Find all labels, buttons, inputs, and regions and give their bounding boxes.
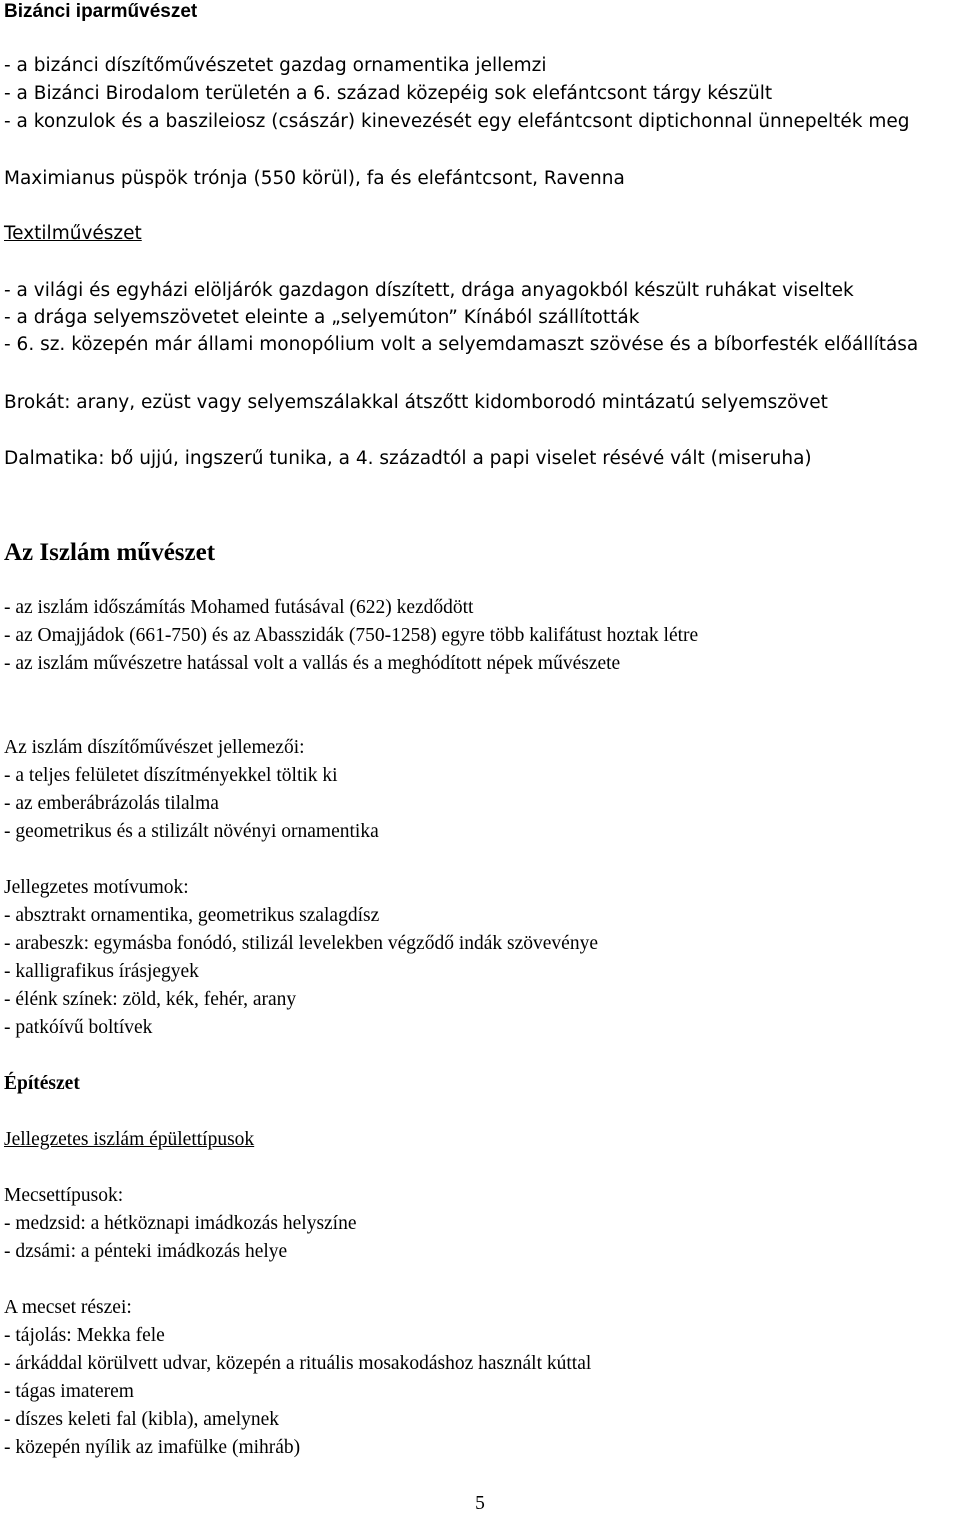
textile-title: Textilművészet bbox=[4, 223, 142, 244]
decor-line: - geometrikus és a stilizált növényi ornamentika bbox=[4, 821, 379, 842]
byzantine-line: - a bizánci díszítőművészetet gazdag ornamentika jellemzi bbox=[4, 55, 547, 76]
brokat-definition: Brokát: arany, ezüst vagy selyemszálakkal átszőtt kidomborodó mintázatú selyemszövet bbox=[4, 392, 828, 413]
mosque-type-item: - medzsid: a hétköznapi imádkozás helyszíne bbox=[4, 1213, 357, 1234]
decor-line: - az emberábrázolás tilalma bbox=[4, 793, 219, 814]
mosque-part-item: - tájolás: Mekka fele bbox=[4, 1325, 165, 1346]
mosque-part-item: - díszes keleti fal (kibla), amelynek bbox=[4, 1409, 280, 1430]
motif-line: - patkóívű boltívek bbox=[4, 1017, 153, 1038]
islam-line: - az iszlám művészetre hatással volt a vallás és a meghódított népek művészete bbox=[4, 653, 621, 674]
decor-line: - a teljes felületet díszítményekkel töltik ki bbox=[4, 765, 338, 786]
maximianus-caption: Maximianus püspök trónja (550 körül), fa és elefántcsont, Ravenna bbox=[4, 168, 625, 189]
mosque-part-item: - közepén nyílik az imafülke (mihráb) bbox=[4, 1437, 301, 1458]
mosque-type-item: - dzsámi: a pénteki imádkozás helye bbox=[4, 1241, 288, 1262]
mosque-parts-heading: A mecset részei: bbox=[4, 1297, 132, 1318]
textile-line: - 6. sz. közepén már állami monopólium volt a selyemdamaszt szövése és a bíborfesték előállítása bbox=[4, 334, 919, 355]
mosque-part-item: - tágas imaterem bbox=[4, 1381, 134, 1402]
mosque-part-item: - árkáddal körülvett udvar, közepén a rituális mosakodáshoz használt kúttal bbox=[4, 1353, 592, 1374]
islam-line: - az Omajjádok (661-750) és az Abasszidák (750-1258) egyre több kalifátust hoztak létre bbox=[4, 625, 699, 646]
decor-heading: Az iszlám díszítőművészet jellemezői: bbox=[4, 737, 305, 758]
textile-line: - a világi és egyházi elöljárók gazdagon díszített, drága anyagokból készült ruhákat viseltek bbox=[4, 280, 854, 301]
byzantine-line: - a konzulok és a baszileiosz (császár) kinevezését egy elefántcsont diptichonnal ünnepelték meg bbox=[4, 111, 910, 132]
dalmatika-definition: Dalmatika: bő ujjú, ingszerű tunika, a 4. századtól a papi viselet résévé vált (miseruha) bbox=[4, 448, 812, 469]
motif-heading: Jellegzetes motívumok: bbox=[4, 877, 189, 898]
motif-line: - kalligrafikus írásjegyek bbox=[4, 961, 199, 982]
motif-line: - absztrakt ornamentika, geometrikus szalagdísz bbox=[4, 905, 380, 926]
motif-line: - arabeszk: egymásba fonódó, stilizál levelekben végződő indák szövevénye bbox=[4, 933, 598, 954]
byzantine-title: Bizánci iparművészet bbox=[4, 1, 198, 22]
mosque-types-heading: Mecsettípusok: bbox=[4, 1185, 124, 1206]
architecture-subtitle: Jellegzetes iszlám épülettípusok bbox=[4, 1129, 255, 1150]
motif-line: - élénk színek: zöld, kék, fehér, arany bbox=[4, 989, 297, 1010]
islam-line: - az iszlám időszámítás Mohamed futásával (622) kezdődött bbox=[4, 597, 474, 618]
byzantine-line: - a Bizánci Birodalom területén a 6. század közepéig sok elefántcsont tárgy készült bbox=[4, 83, 773, 104]
architecture-title: Építészet bbox=[4, 1073, 80, 1094]
page-number: 5 bbox=[475, 1493, 485, 1514]
textile-line: - a drága selyemszövetet eleinte a „selyemúton” Kínából szállították bbox=[4, 307, 640, 328]
islam-title: Az Iszlám művészet bbox=[4, 539, 216, 566]
